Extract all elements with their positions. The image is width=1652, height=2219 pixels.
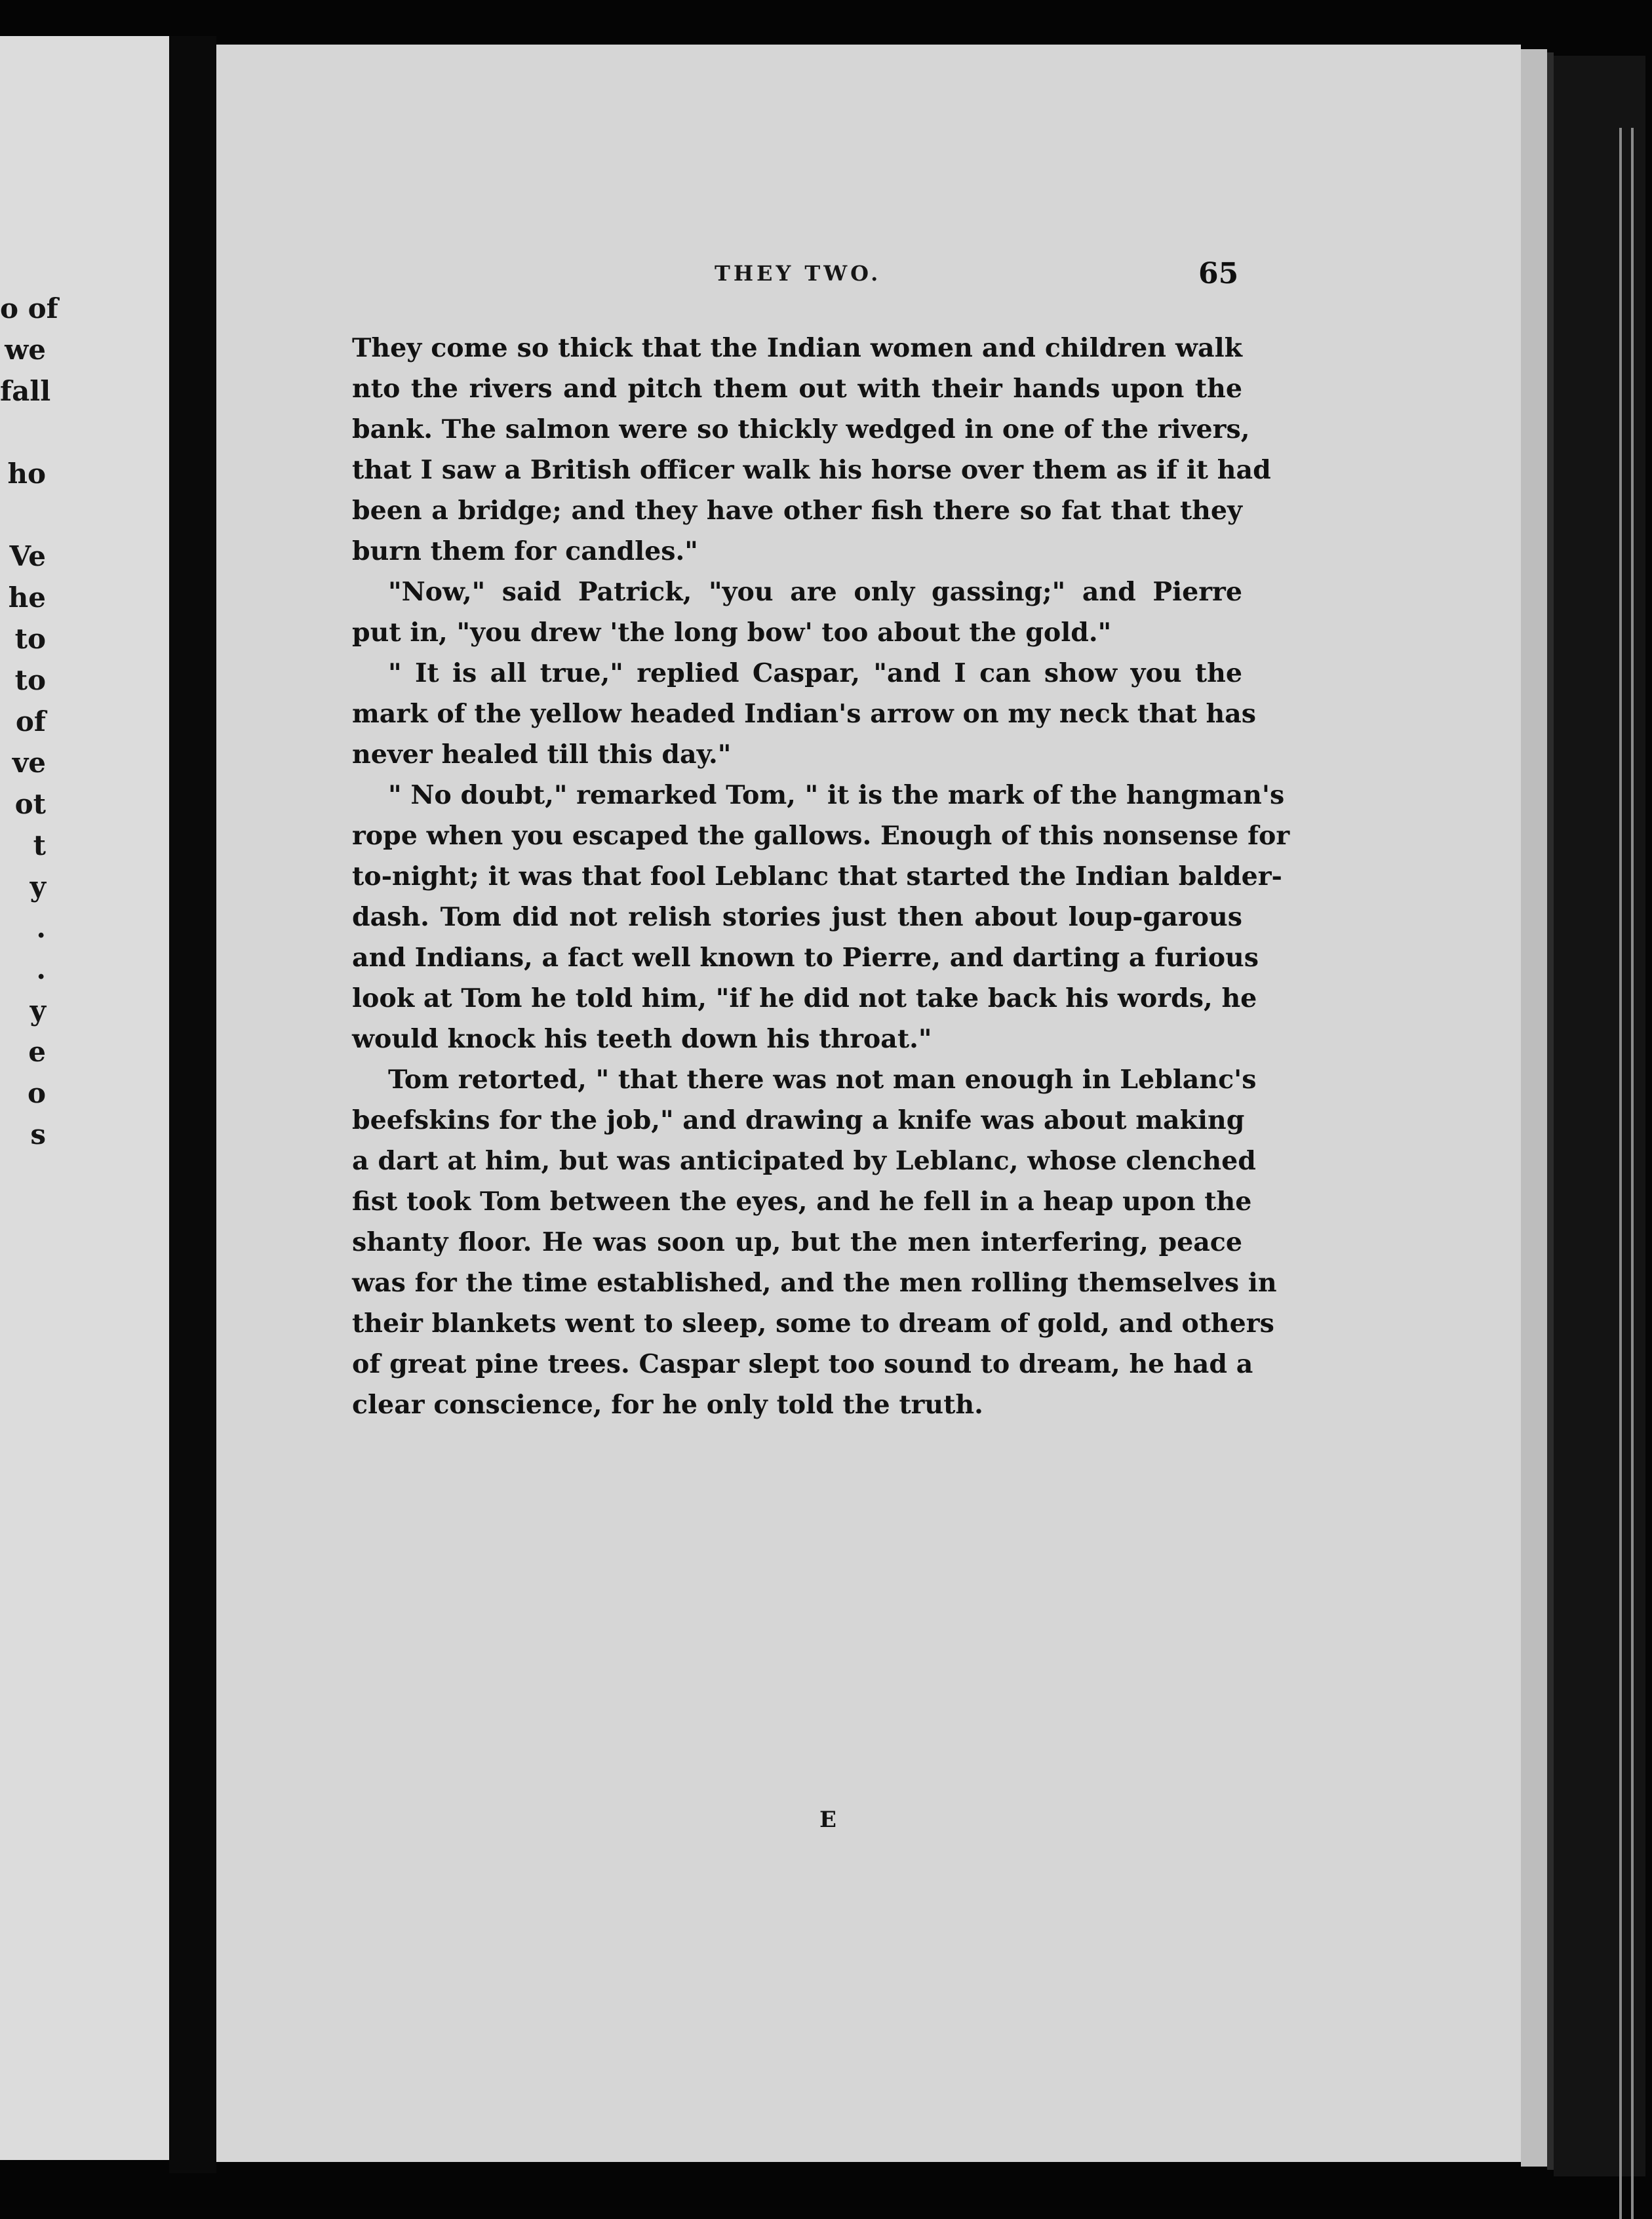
facing-page-fragment: ve <box>12 747 46 779</box>
text-line: " It is all true," replied Caspar, "and I can show you the <box>388 658 1242 688</box>
text-line: and Indians, a fact well known to Pierre, and darting a furious <box>352 943 1259 973</box>
facing-page-fragment: of <box>15 705 46 737</box>
facing-page-fragment: o of <box>0 292 58 324</box>
facing-page-fragment: . <box>36 953 46 985</box>
text-line: put in, "you drew 'the long bow' too about the gold." <box>352 618 1112 648</box>
text-line: would knock his teeth down his throat." <box>352 1024 932 1054</box>
page-stack-line <box>1631 128 1634 2219</box>
facing-page-fragment: fall <box>0 375 51 407</box>
facing-page-fragment: Ve <box>9 540 46 572</box>
facing-page-fragment: ho <box>7 458 46 490</box>
text-line: look at Tom he told him, "if he did not take back his words, he <box>352 983 1257 1013</box>
text-line: "Now," said Patrick, "you are only gassing;" and Pierre <box>388 577 1242 607</box>
facing-page-fragment: e <box>28 1036 46 1068</box>
text-line: been a bridge; and they have other fish there so fat that they <box>352 496 1242 526</box>
text-line: shanty floor. He was soon up, but the men interfering, peace <box>352 1227 1242 1257</box>
signature-mark: E <box>819 1807 836 1833</box>
facing-page-fragment: ot <box>14 788 46 820</box>
facing-page-fragment: we <box>5 334 46 366</box>
text-line: bank. The salmon were so thickly wedged in one of the rivers, <box>352 414 1250 444</box>
text-line: Tom retorted, " that there was not man enough in Leblanc's <box>388 1065 1257 1095</box>
text-line: mark of the yellow headed Indian's arrow on my neck that has <box>352 699 1256 729</box>
text-line: " No doubt," remarked Tom, " it is the mark of the hangman's <box>388 780 1285 810</box>
facing-page-fragment: s <box>30 1118 46 1150</box>
text-line: fist took Tom between the eyes, and he fell in a heap upon the <box>352 1187 1252 1217</box>
facing-page <box>0 36 169 2160</box>
facing-page-fragment: y <box>30 871 46 903</box>
page-number: 65 <box>1198 257 1239 290</box>
text-line: burn them for candles." <box>352 536 698 566</box>
text-line: dash. Tom did not relish stories just then about loup-garous <box>352 902 1242 932</box>
text-line: clear conscience, for he only told the truth. <box>352 1390 983 1420</box>
facing-page-fragment: t <box>33 829 46 861</box>
text-line: a dart at him, but was anticipated by Leblanc, whose clenched <box>352 1146 1256 1176</box>
running-head: THEY TWO. <box>715 261 882 286</box>
text-line: They come so thick that the Indian women and children walk <box>352 333 1242 363</box>
book-cover-edge <box>1554 56 1645 2176</box>
text-line: never healed till this day." <box>352 739 732 770</box>
page-edge <box>1521 49 1547 2167</box>
text-line: their blankets went to sleep, some to dream of gold, and others <box>352 1308 1274 1339</box>
facing-page-fragment: y <box>30 994 46 1027</box>
facing-page-fragment: o <box>27 1077 46 1109</box>
text-line: rope when you escaped the gallows. Enough of this nonsense for <box>352 821 1290 851</box>
facing-page-fragment: to <box>14 664 46 696</box>
text-line: was for the time established, and the men rolling themselves in <box>352 1268 1277 1298</box>
text-line: that I saw a British officer walk his horse over them as if it had <box>352 455 1271 485</box>
facing-page-fragment: to <box>14 623 46 655</box>
page-stack-line <box>1619 128 1622 2219</box>
page-edge-shadow <box>1547 52 1554 2170</box>
text-line: beefskins for the job," and drawing a knife was about making <box>352 1105 1245 1135</box>
facing-page-fragment: . <box>36 912 46 944</box>
facing-page-fragment: he <box>8 581 46 614</box>
text-line: nto the rivers and pitch them out with their hands upon the <box>352 374 1242 404</box>
text-line: to-night; it was that fool Leblanc that started the Indian balder- <box>352 861 1282 892</box>
body-text <box>352 328 1290 1425</box>
book-gutter <box>169 36 216 2173</box>
text-line: of great pine trees. Caspar slept too sound to dream, he had a <box>352 1349 1253 1379</box>
